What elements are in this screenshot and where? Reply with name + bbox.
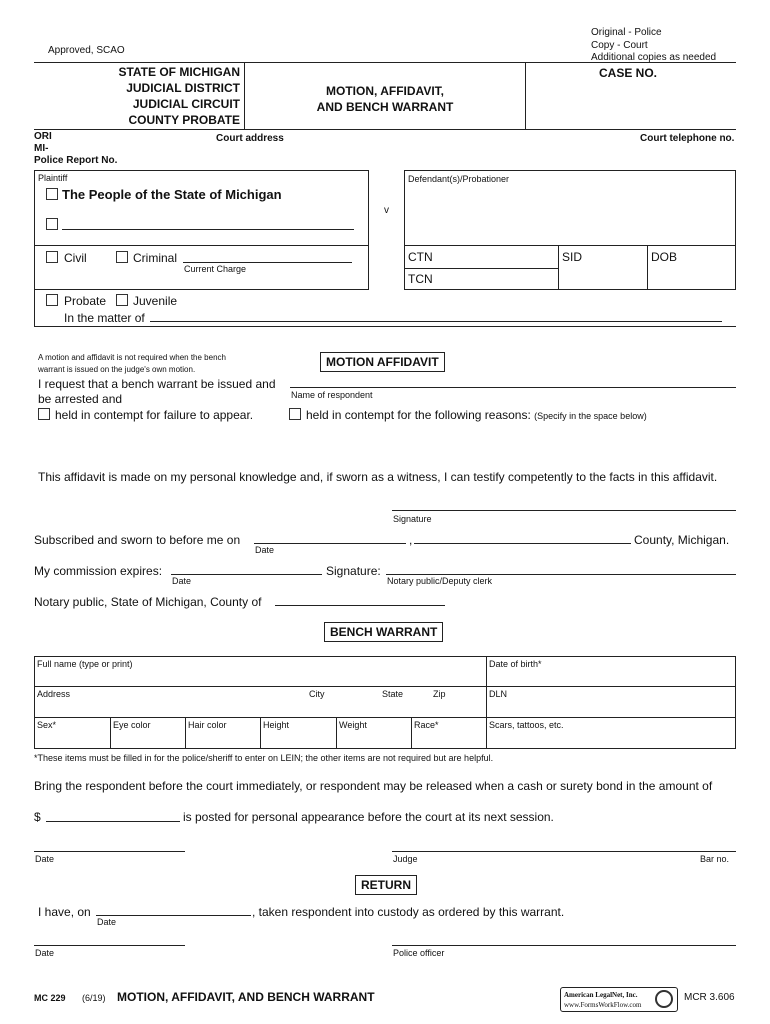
in-matter-line[interactable]: [150, 321, 722, 322]
contempt-reasons-note: (Specify in the space below): [534, 411, 647, 421]
subscribed-date-line[interactable]: [254, 543, 406, 544]
notary-signature-label: Signature:: [326, 564, 381, 578]
logo-swirl-icon: [655, 990, 673, 1008]
dln-label[interactable]: DLN: [489, 689, 508, 699]
probate-checkbox[interactable]: [46, 294, 58, 306]
court-circuit: JUDICIAL CIRCUIT: [132, 97, 240, 111]
return-date-label: Date: [35, 948, 55, 958]
court-header: [40, 64, 240, 128]
zip-label: Zip: [433, 689, 446, 699]
form-revision: (6/19): [82, 993, 106, 1003]
contempt-failure-label: held in contempt for failure to appear.: [55, 408, 254, 422]
race-label[interactable]: Race*: [414, 720, 439, 730]
lein-note: *These items must be filled in for the police/sheriff to enter on LEIN; the other items are not required but are helpful.: [34, 753, 494, 763]
judge-signature-line[interactable]: [392, 851, 736, 852]
hair-color-label[interactable]: Hair color: [188, 720, 227, 730]
juvenile-checkbox[interactable]: [116, 294, 128, 306]
footer-title: MOTION, AFFIDAVIT, AND BENCH WARRANT: [117, 990, 375, 1004]
name-respondent-label: Name of respondent: [291, 390, 373, 400]
weight-label[interactable]: Weight: [339, 720, 367, 730]
taken-custody-text: , taken respondent into custody as ordered by this warrant.: [252, 905, 565, 919]
scars-label[interactable]: Scars, tattoos, etc.: [489, 720, 564, 730]
request-line1: I request that a bench warrant be issued and: [38, 377, 276, 391]
motion-note-line1: A motion and affidavit is not required when the bench: [38, 353, 226, 362]
current-charge-label: Current Charge: [184, 264, 247, 274]
defendant-label: Defendant(s)/Probationer: [408, 174, 510, 184]
ctn-label: CTN: [408, 250, 433, 264]
police-officer-label: Police officer: [393, 948, 445, 958]
eye-color-label[interactable]: Eye color: [113, 720, 151, 730]
form-title-line1: MOTION, AFFIDAVIT,: [326, 84, 444, 98]
case-no-field[interactable]: [528, 80, 733, 126]
juvenile-label: Juvenile: [133, 294, 178, 308]
sid-label: SID: [562, 250, 583, 264]
other-plaintiff-checkbox[interactable]: [46, 218, 58, 230]
legalnet-logo: [560, 987, 678, 1012]
respondent-info-table: [34, 656, 736, 749]
current-charge-line[interactable]: [183, 262, 352, 263]
motion-affidavit-title: MOTION AFFIDAVIT: [320, 352, 445, 372]
signature-label: Signature: [393, 514, 432, 524]
commission-expires-label: My commission expires:: [34, 564, 163, 578]
notary-signature-line[interactable]: [386, 574, 736, 575]
probate-label: Probate: [64, 294, 107, 308]
bond-amount-line[interactable]: [46, 821, 180, 822]
height-label[interactable]: Height: [263, 720, 290, 730]
commission-date-line[interactable]: [171, 574, 322, 575]
commission-date-label: Date: [172, 576, 192, 586]
copy-original: Original - Police: [591, 27, 662, 38]
affidavit-statement: This affidavit is made on my personal knowledge and, if sworn as a witness, I can testify competently to the facts in this affidavit.: [38, 470, 718, 484]
mi-label: MI-: [34, 143, 49, 154]
subscribed-label: Subscribed and sworn to before me on: [34, 533, 241, 547]
court-probate: COUNTY PROBATE: [128, 113, 240, 127]
dollar-sign: $: [34, 810, 41, 824]
custody-date-line[interactable]: [96, 915, 251, 916]
in-matter-label: In the matter of: [64, 311, 145, 325]
address-label[interactable]: Address: [37, 689, 71, 699]
return-title: RETURN: [355, 875, 417, 895]
criminal-checkbox[interactable]: [116, 251, 128, 263]
officer-signature-line[interactable]: [392, 945, 736, 946]
warrant-date-label: Date: [35, 854, 55, 864]
contempt-failure-checkbox[interactable]: [38, 408, 50, 420]
notary-county-line[interactable]: [275, 605, 445, 606]
city-label: City: [309, 689, 325, 699]
other-plaintiff-line[interactable]: [62, 229, 354, 230]
form-number: MC 229: [34, 993, 66, 1003]
comma-sep: ,: [409, 533, 413, 547]
posted-text: is posted for personal appearance before the court at its next session.: [183, 810, 554, 824]
judge-label: Judge: [393, 854, 418, 864]
court-address-label: Court address: [216, 133, 284, 144]
ori-label: ORI: [34, 131, 52, 142]
request-line2: be arrested and: [38, 392, 123, 406]
full-name-label[interactable]: Full name (type or print): [37, 659, 133, 669]
bar-no-label: Bar no.: [700, 854, 730, 864]
form-title-line2: AND BENCH WARRANT: [316, 100, 454, 114]
tcn-label: TCN: [408, 272, 433, 286]
case-no-label: CASE NO.: [599, 66, 658, 80]
bench-warrant-title: BENCH WARRANT: [324, 622, 443, 642]
affiant-signature-line[interactable]: [392, 510, 736, 511]
dob-label: DOB: [651, 250, 678, 264]
court-district: JUDICIAL DISTRICT: [126, 81, 240, 95]
motion-note: [38, 352, 226, 376]
people-checkbox[interactable]: [46, 188, 58, 200]
contempt-reasons-text: held in contempt for the following reasons:: [306, 408, 531, 422]
defendant-box[interactable]: [404, 170, 736, 290]
return-date-line[interactable]: [34, 945, 185, 946]
criminal-label: Criminal: [133, 251, 178, 265]
civil-checkbox[interactable]: [46, 251, 58, 263]
civil-label: Civil: [64, 251, 87, 265]
copy-additional: Additional copies as needed: [591, 52, 717, 63]
logo-line1: American LegalNet, Inc.: [564, 991, 638, 999]
logo-line2: www.FormsWorkFlow.com: [564, 1001, 642, 1009]
i-have-on-label: I have, on: [38, 905, 91, 919]
plaintiff-label: Plaintiff: [38, 173, 68, 183]
custody-date-label: Date: [97, 917, 117, 927]
notary-county-label: Notary public, State of Michigan, County of: [34, 595, 262, 609]
motion-note-line2: warrant is issued on the judge's own motion.: [38, 365, 196, 374]
form-title: [245, 83, 525, 115]
contempt-reasons-label: [306, 408, 647, 422]
county-line[interactable]: [414, 543, 631, 544]
contempt-reasons-checkbox[interactable]: [289, 408, 301, 420]
dob-field-label[interactable]: Date of birth*: [489, 659, 542, 669]
subscribed-date-label: Date: [255, 545, 275, 555]
warrant-date-line[interactable]: [34, 851, 185, 852]
approved-scao: Approved, SCAO: [48, 45, 125, 56]
people-text: The People of the State of Michigan: [62, 187, 282, 202]
versus-text: v: [384, 205, 389, 216]
county-michigan-label: County, Michigan.: [634, 533, 730, 547]
state-label: State: [382, 689, 404, 699]
notary-clerk-label: Notary public/Deputy clerk: [387, 576, 493, 586]
bring-respondent-text: Bring the respondent before the court immediately, or respondent may be released when a cash or surety bond in the amount of: [34, 779, 713, 793]
court-phone-label: Court telephone no.: [640, 133, 735, 144]
sex-label[interactable]: Sex*: [37, 720, 57, 730]
mcr-label: MCR 3.606: [684, 992, 735, 1003]
copy-court: Copy - Court: [591, 40, 648, 51]
court-state: STATE OF MICHIGAN: [118, 65, 240, 79]
police-report-label: Police Report No.: [34, 155, 118, 166]
respondent-name-line[interactable]: [290, 387, 736, 388]
